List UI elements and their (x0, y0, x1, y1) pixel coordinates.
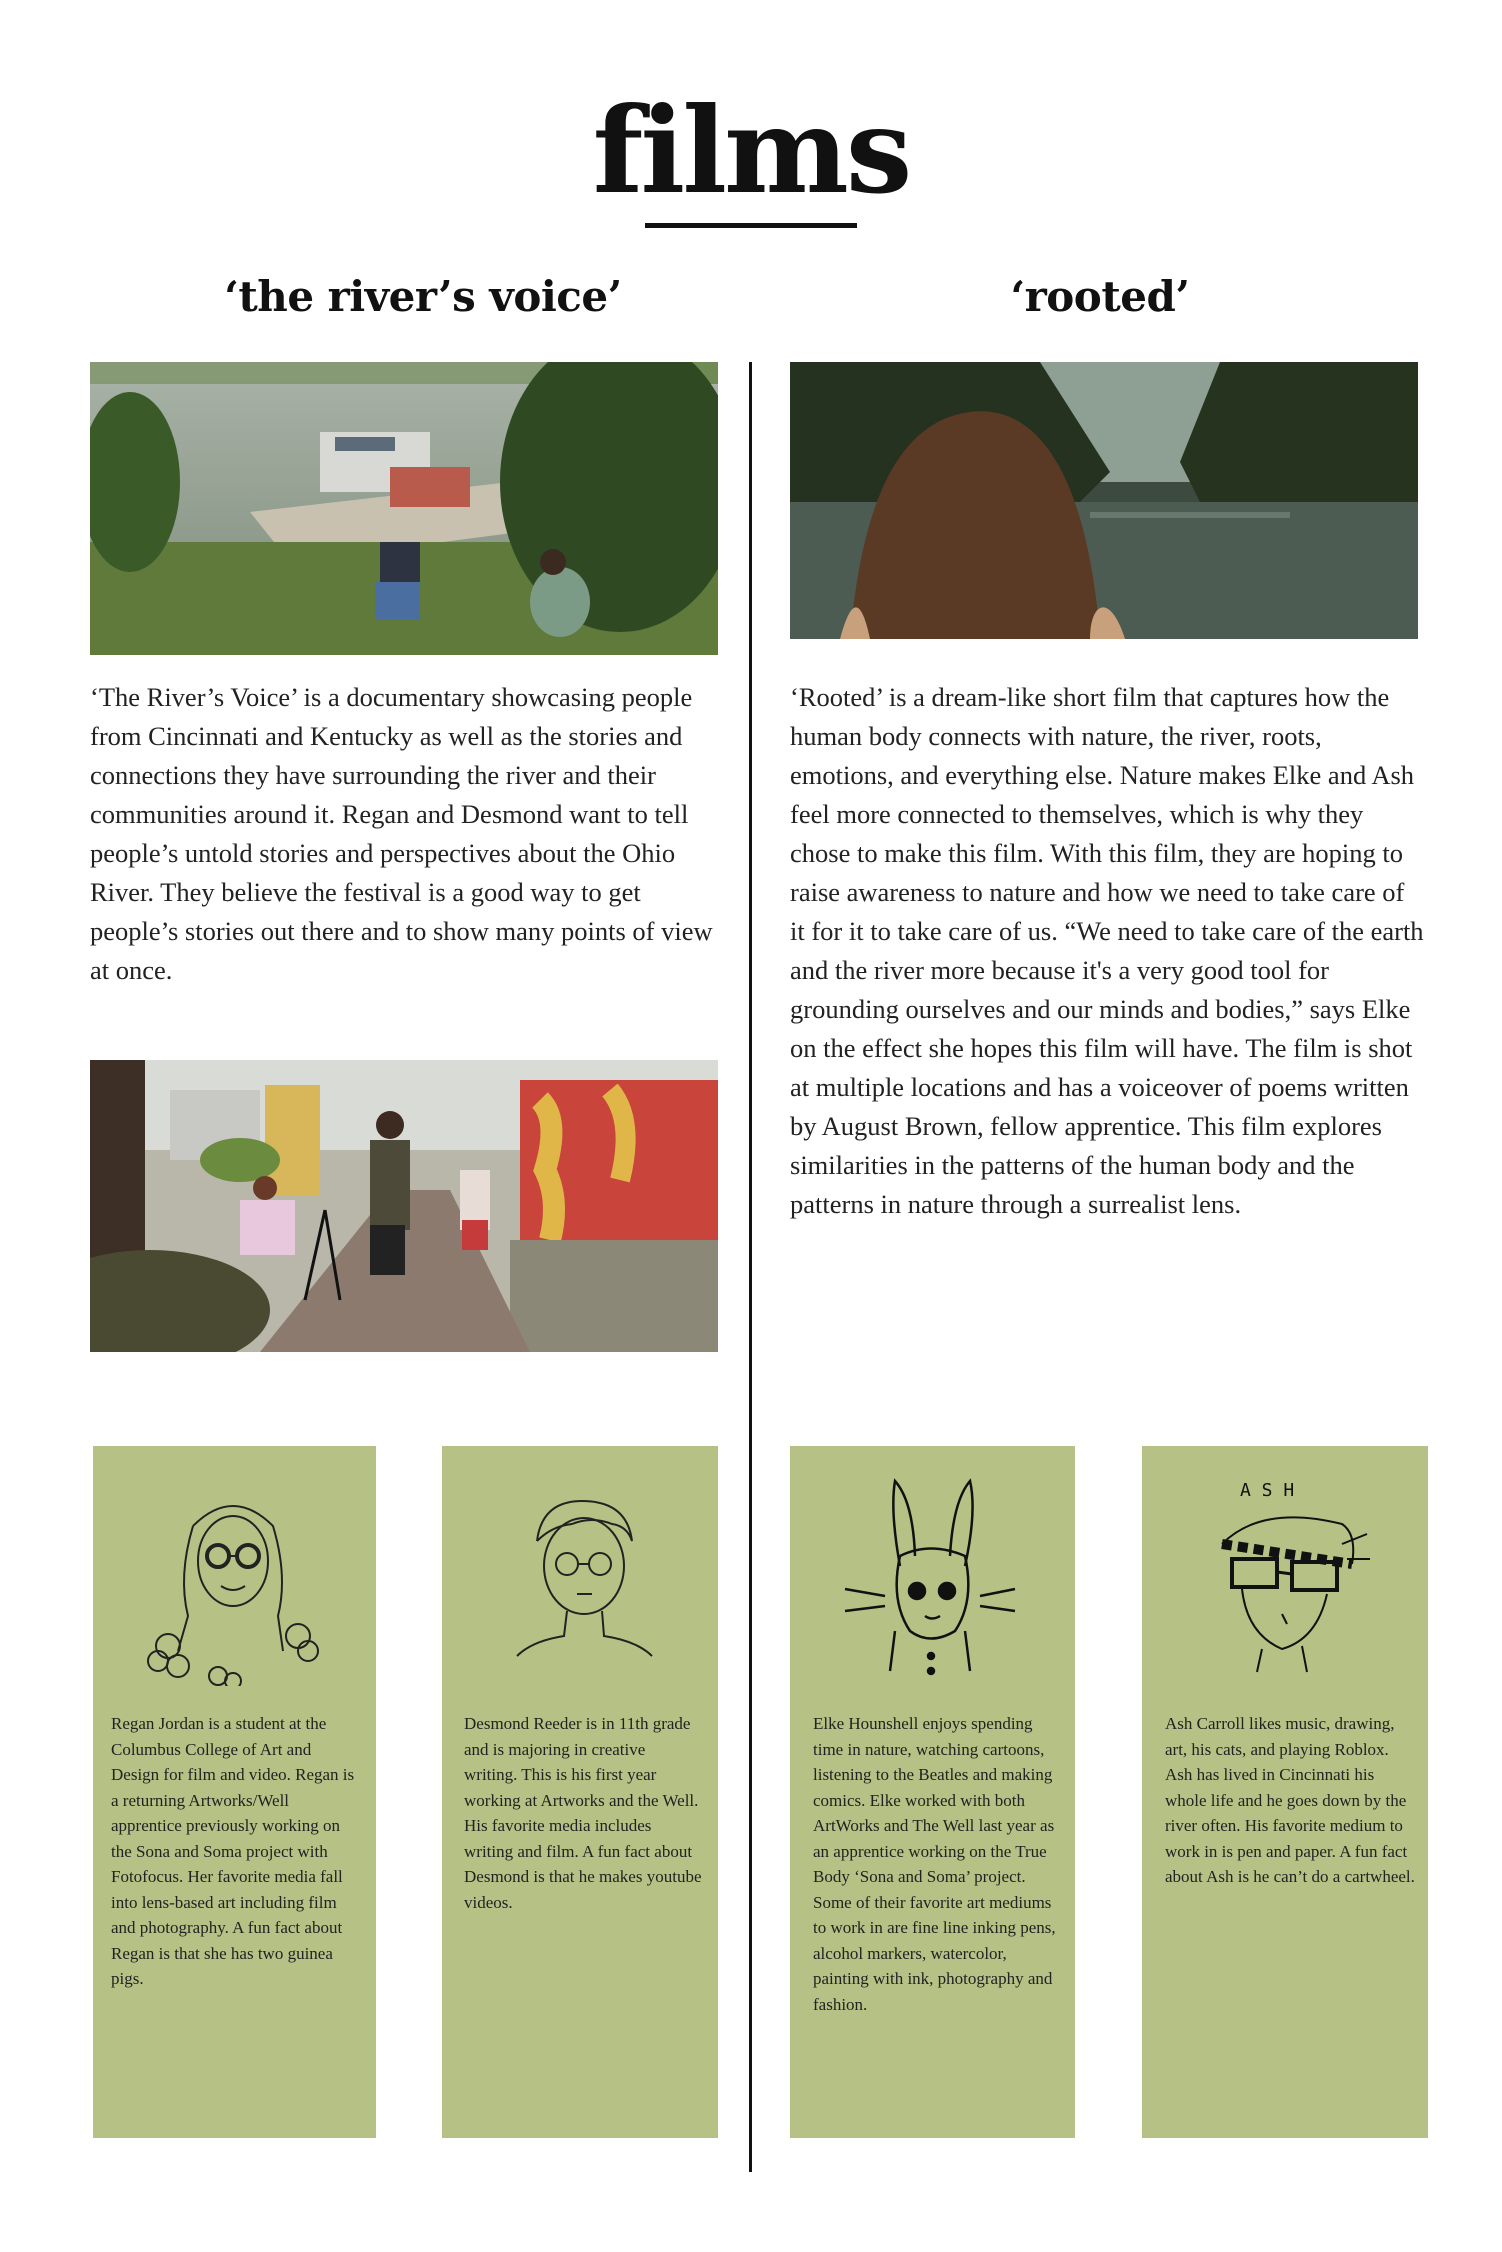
regan-sketch-portrait (133, 1486, 333, 1686)
film-title-rivers-voice: ‘the river’s voice’ (224, 272, 622, 321)
bio-text-elke: Elke Hounshell enjoys spending time in nature, watching cartoons, listening to the Beatles and making comics. Elke worked with both ArtWorks and The Well last year as an apprentice working on the True Body ‘Sona and Soma’ project. Some of their favorite art mediums to work in are fine line inking pens, alcohol markers, watercolor, painting with ink, photography and fashion. (813, 1714, 1056, 2014)
bio-text-regan: Regan Jordan is a student at the Columbus College of Art and Design for film and video. Regan is a returning Artworks/Well apprentice previously working on the Sona and Soma project with Fotofocus. Her favorite media fall into lens-based art including film and photography. A fun fact about Regan is that she has two guinea pigs. (111, 1714, 355, 1988)
ash-sketch-lettering: A S H (1240, 1480, 1295, 1501)
bio-card-ash (1142, 1446, 1428, 2138)
bio-card-elke (790, 1446, 1075, 2138)
bio-card-regan (93, 1446, 376, 2138)
filming-alley-photo (90, 1060, 718, 1352)
bio-text-desmond: Desmond Reeder is in 11th grade and is majoring in creative writing. This is his first year working at Artworks and the Well. His favorite media includes writing and film. A fun fact about Desmond is that he makes youtube videos. (464, 1714, 702, 1912)
ash-sketch-portrait (1202, 1474, 1372, 1674)
elke-sketch-portrait (835, 1471, 1025, 1691)
rivers-voice-description: ‘The River’s Voice’ is a documentary showcasing people from Cincinnati and Kentucky as well as the stories and connections they have surrounding the river and their communities around it. Regan and Desmond want to tell people’s untold stories and perspectives about the Ohio River. They believe the festival is a good way to get people’s stories out there and to show many points of view at once. (90, 682, 713, 985)
film-title-rooted: ‘rooted’ (1010, 272, 1190, 321)
bio-card-desmond (442, 1446, 718, 2138)
rooted-river-photo (790, 362, 1418, 639)
page-title: films (592, 81, 910, 220)
river-ferry-photo (90, 362, 718, 655)
title-underline (645, 223, 857, 228)
rooted-description: ‘Rooted’ is a dream-like short film that captures how the human body connects with nature, the river, roots, emotions, and everything else. Nature makes Elke and Ash feel more connected to themselves, which is why they chose to make this film. With this film, they are hoping to raise awareness to nature and how we need to take care of it for it to take care of us. “We need to take care of the earth and the river more because it's a very good tool for grounding ourselves and our minds and bodies,” says Elke on the effect she hopes this film will have. The film is shot at multiple locations and has a voiceover of poems written by August Brown, fellow apprentice. This film explores similarities in the patterns of the human body and the patterns in nature through a surrealist lens. (790, 682, 1424, 1219)
column-divider (749, 362, 752, 2172)
desmond-sketch-portrait (492, 1486, 672, 1686)
bio-text-ash: Ash Carroll likes music, drawing, art, his cats, and playing Roblox. Ash has lived in Cincinnati his whole life and he goes down by the river often. His favorite medium to work in is pen and paper. A fun fact about Ash is he can’t do a cartwheel. (1165, 1714, 1415, 1886)
